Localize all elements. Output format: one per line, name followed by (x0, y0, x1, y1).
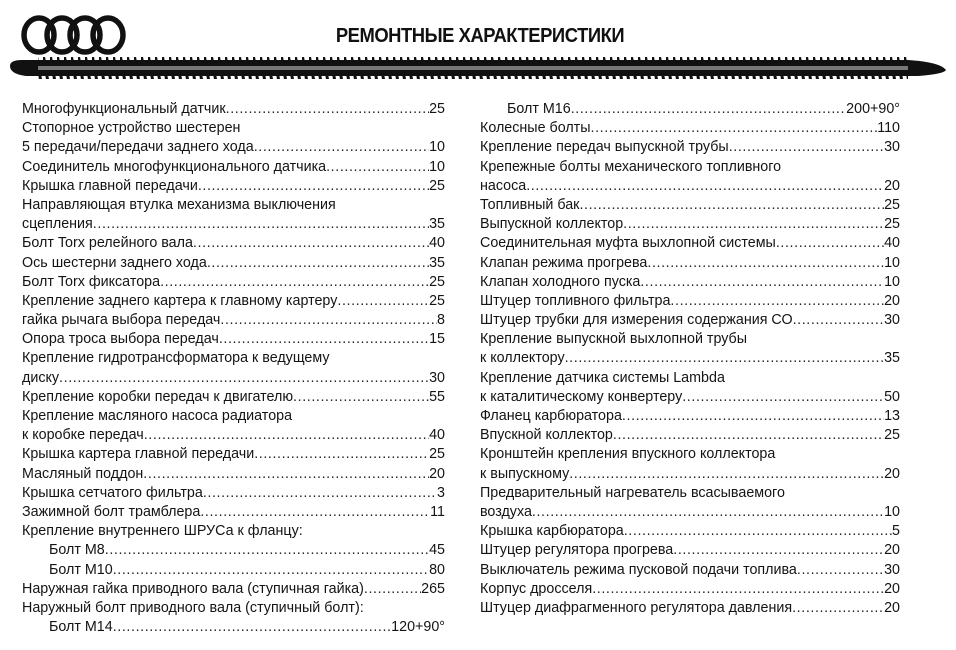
spec-row (480, 541, 900, 560)
spec-label: Масляный поддон (22, 465, 144, 482)
torque-value: 40 (884, 235, 900, 252)
dot-leader (326, 158, 429, 177)
dot-leader (220, 311, 437, 330)
spec-label: насоса (480, 177, 527, 194)
spec-label: Впускной коллектор (480, 427, 613, 444)
right-spec-column (480, 100, 900, 618)
torque-value: 10 (429, 158, 445, 175)
torque-value: 25 (884, 196, 900, 213)
dot-leader (624, 522, 892, 541)
spec-row (22, 484, 445, 503)
dot-leader (729, 138, 884, 157)
torque-value: 20 (884, 580, 900, 597)
spec-row (22, 369, 445, 388)
spec-row (22, 234, 445, 253)
spec-row (480, 254, 900, 273)
spec-label: Крепление гидротрансформатора к ведущему (22, 350, 330, 367)
spec-label: к выпускному (480, 465, 570, 482)
dot-leader (254, 138, 429, 157)
spec-label: сцепления (22, 216, 93, 233)
dot-leader (592, 580, 884, 599)
spec-row (480, 215, 900, 234)
spec-label: Болт Torx релейного вала (22, 235, 193, 252)
torque-value: 45 (429, 542, 445, 559)
spec-label: Штуцер топливного фильтра (480, 292, 671, 309)
spec-row (480, 273, 900, 292)
dot-leader (623, 215, 884, 234)
spec-row (480, 426, 900, 445)
dot-leader (532, 503, 884, 522)
torque-value: 35 (429, 254, 445, 271)
spec-label: Кронштейн крепления впускного коллектора (480, 446, 776, 463)
dot-leader (200, 503, 430, 522)
dot-leader (673, 541, 884, 560)
dot-leader (569, 465, 884, 484)
spec-row (22, 426, 445, 445)
spec-label: Крепление внутреннего ШРУСа к фланцу: (22, 523, 303, 540)
spec-row (480, 177, 900, 196)
spec-label: Клапан режима прогрева (480, 254, 648, 271)
spec-label: 5 передачи/передачи заднего хода (22, 139, 254, 156)
dot-leader (364, 580, 421, 599)
spec-row (480, 158, 900, 177)
dot-leader (59, 369, 429, 388)
dot-leader (254, 445, 429, 464)
spec-row (22, 273, 445, 292)
spec-label: Наружный болт приводного вала (ступичный болт): (22, 599, 364, 616)
spec-row (22, 158, 445, 177)
torque-value: 20 (884, 542, 900, 559)
torque-value: 10 (884, 273, 900, 290)
dot-leader (579, 196, 884, 215)
torque-value: 265 (421, 580, 445, 597)
torque-value: 40 (429, 427, 445, 444)
torque-value: 3 (437, 484, 445, 501)
spec-label: Стопорное устройство шестерен (22, 120, 241, 137)
brand-logo-rings-icon (20, 14, 128, 56)
spec-row (22, 503, 445, 522)
torque-value: 25 (884, 427, 900, 444)
spec-label: Крепление выпускной выхлопной трубы (480, 331, 748, 348)
dot-leader (207, 254, 429, 273)
spec-label: Болт М14 (49, 619, 113, 636)
spec-label: Болт М8 (49, 542, 105, 559)
torque-value: 120+90° (391, 619, 445, 636)
dot-leader (226, 100, 429, 119)
spec-row (22, 100, 445, 119)
dot-leader (337, 292, 429, 311)
torque-value: 30 (884, 312, 900, 329)
dot-leader (113, 561, 429, 580)
spec-row (22, 407, 445, 426)
spec-row (22, 119, 445, 138)
spec-row (480, 138, 900, 157)
dot-leader (776, 234, 884, 253)
spec-row (480, 445, 900, 464)
spec-row (480, 522, 900, 541)
spec-row (22, 388, 445, 407)
spec-label: Предварительный нагреватель всасываемого (480, 484, 785, 501)
spec-label: Соединитель многофункционального датчика (22, 158, 327, 175)
torque-value: 35 (429, 216, 445, 233)
dot-leader (526, 177, 884, 196)
decorative-rope-divider (8, 54, 950, 82)
spec-row (22, 522, 445, 541)
torque-value: 13 (884, 408, 900, 424)
spec-label: Штуцер диафрагменного регулятора давления (480, 599, 793, 616)
torque-value: 25 (429, 273, 445, 290)
spec-label: Выпускной коллектор (480, 216, 624, 233)
spec-label: Колесные болты (480, 120, 591, 137)
torque-value: 10 (884, 503, 900, 520)
dot-leader (793, 311, 885, 330)
torque-value: 80 (429, 561, 445, 578)
spec-row (480, 484, 900, 503)
dot-leader (613, 426, 884, 445)
spec-row (22, 177, 445, 196)
spec-label: Штуцер регулятора прогрева (480, 542, 674, 559)
spec-label: воздуха (480, 503, 532, 520)
torque-value: 20 (884, 599, 900, 616)
dot-leader (193, 234, 429, 253)
torque-value: 15 (429, 331, 445, 348)
spec-label: Фланец карбюратора (480, 408, 622, 424)
spec-label: Болт М16 (507, 101, 571, 117)
spec-row (22, 215, 445, 234)
torque-value: 30 (884, 139, 900, 156)
spec-label: Опора троса выбора передач (22, 331, 219, 348)
spec-row (22, 349, 445, 368)
dot-leader (591, 119, 878, 138)
torque-value: 25 (884, 216, 900, 233)
spec-label: Крышка сетчатого фильтра (22, 484, 203, 501)
spec-label: Крышка карбюратора (480, 523, 624, 540)
spec-label: Клапан холодного пуска (480, 273, 641, 290)
spec-label: Наружная гайка приводного вала (ступичная гайка) (22, 580, 364, 597)
spec-label: Ось шестерни заднего хода (22, 254, 207, 271)
spec-label: гайка рычага выбора передач (22, 312, 221, 329)
spec-row (480, 561, 900, 580)
spec-label: Крышка картера главной передачи (22, 446, 255, 463)
spec-row (480, 311, 900, 330)
dot-leader (198, 177, 429, 196)
spec-label: Направляющая втулка механизма выключения (22, 196, 336, 213)
torque-value: 25 (429, 446, 445, 463)
spec-row (22, 580, 445, 599)
spec-label: диску (22, 369, 60, 386)
left-spec-column (22, 100, 445, 637)
spec-label: Болт Torx фиксатора (22, 273, 161, 290)
spec-row (22, 138, 445, 157)
spec-row (22, 465, 445, 484)
spec-row (22, 541, 445, 560)
torque-value: 10 (429, 139, 445, 156)
torque-value: 30 (429, 369, 445, 386)
dot-leader (682, 388, 884, 407)
spec-row (480, 599, 900, 618)
dot-leader (203, 484, 437, 503)
dot-leader (144, 426, 429, 445)
spec-label: к коробке передач (22, 427, 144, 444)
torque-value: 20 (884, 292, 900, 309)
dot-leader (143, 465, 429, 484)
spec-row (480, 369, 900, 388)
dot-leader (640, 273, 884, 292)
spec-row (22, 445, 445, 464)
spec-label: Крепление датчика системы Lambda (480, 369, 725, 386)
torque-value: 8 (437, 312, 445, 329)
spec-label: Топливный бак (480, 196, 580, 213)
spec-row (480, 330, 900, 349)
torque-value: 40 (429, 235, 445, 252)
spec-label: Крепление передач выпускной трубы (480, 139, 729, 156)
dot-leader (647, 254, 884, 273)
spec-row (480, 100, 900, 119)
spec-label: Соединительная муфта выхлопной системы (480, 235, 776, 252)
torque-value: 30 (884, 561, 900, 578)
dot-leader (792, 599, 884, 618)
spec-row (480, 407, 900, 426)
spec-row (22, 618, 445, 637)
spec-row (480, 388, 900, 407)
torque-value: 35 (884, 350, 900, 367)
spec-row (480, 292, 900, 311)
dot-leader (105, 541, 429, 560)
dot-leader (565, 349, 884, 368)
torque-value: 25 (429, 292, 445, 309)
torque-value: 5 (892, 523, 900, 540)
spec-label: Крепление заднего картера к главному картеру (22, 292, 338, 309)
spec-row (480, 580, 900, 599)
spec-row (22, 254, 445, 273)
spec-row (480, 503, 900, 522)
dot-leader (160, 273, 429, 292)
torque-value: 200+90° (846, 101, 900, 117)
torque-value: 20 (884, 177, 900, 194)
spec-row (480, 196, 900, 215)
spec-row (480, 234, 900, 253)
page-title: РЕМОНТНЫЕ ХАРАКТЕРИСТИКИ (335, 25, 625, 47)
torque-value: 20 (429, 465, 445, 482)
torque-value: 25 (429, 101, 445, 117)
torque-value: 11 (430, 503, 445, 520)
spec-row (480, 119, 900, 138)
spec-row (22, 599, 445, 618)
spec-row (22, 311, 445, 330)
dot-leader (219, 330, 429, 349)
dot-leader (293, 388, 429, 407)
torque-value: 20 (884, 465, 900, 482)
spec-row (480, 465, 900, 484)
spec-label: Зажимной болт трамблера (22, 503, 201, 520)
dot-leader (571, 100, 846, 119)
spec-label: Крепежные болты механического топливного (480, 158, 782, 175)
spec-row (480, 349, 900, 368)
dot-leader (670, 292, 884, 311)
spec-label: Крепление масляного насоса радиатора (22, 408, 293, 424)
spec-label: Болт М10 (49, 561, 113, 578)
spec-label: к коллектору (480, 350, 565, 367)
spec-label: Крышка главной передачи (22, 177, 198, 194)
torque-value: 25 (429, 177, 445, 194)
spec-label: Выключатель режима пусковой подачи топлива (480, 561, 797, 578)
spec-label: Многофункциональный датчик (22, 101, 226, 117)
spec-row (22, 292, 445, 311)
spec-row (22, 330, 445, 349)
dot-leader (113, 618, 391, 637)
dot-leader (622, 407, 884, 426)
spec-label: Штуцер трубки для измерения содержания СО (480, 312, 793, 329)
spec-label: Крепление коробки передач к двигателю (22, 388, 294, 405)
spec-row (22, 196, 445, 215)
spec-row (22, 561, 445, 580)
dot-leader (93, 215, 429, 234)
spec-label: Корпус дросселя (480, 580, 593, 597)
torque-value: 10 (884, 254, 900, 271)
torque-value: 110 (877, 120, 900, 137)
torque-value: 50 (884, 388, 900, 405)
torque-value: 55 (429, 388, 445, 405)
dot-leader (797, 561, 884, 580)
spec-label: к каталитическому конвертеру (480, 388, 683, 405)
